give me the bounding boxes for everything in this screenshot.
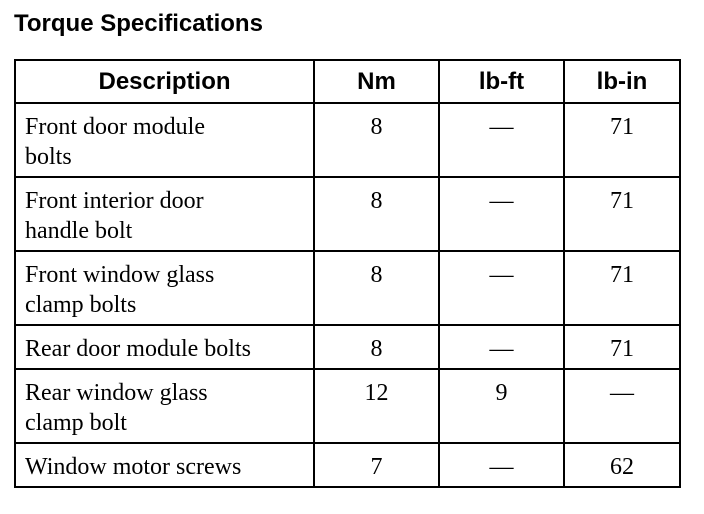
row-lb-in-value: — (564, 369, 680, 443)
row-lb-ft-value: — (439, 443, 564, 487)
torque-spec-table (14, 59, 681, 488)
row-description: Rear door module bolts (15, 325, 314, 369)
row-nm-value: 7 (314, 443, 439, 487)
table-row (15, 251, 680, 325)
row-description: Front door module bolts (15, 103, 314, 177)
column-header-lb-ft: lb-ft (439, 60, 564, 103)
row-description: Front window glass clamp bolts (15, 251, 314, 325)
row-lb-in-value: 71 (564, 177, 680, 251)
table-row (15, 443, 680, 487)
row-lb-in-value: 71 (564, 103, 680, 177)
table-row (15, 177, 680, 251)
row-nm-value: 8 (314, 325, 439, 369)
table-row (15, 369, 680, 443)
row-nm-value: 8 (314, 103, 439, 177)
row-lb-in-value: 71 (564, 251, 680, 325)
column-header-lb-in: lb-in (564, 60, 680, 103)
row-lb-in-value: 71 (564, 325, 680, 369)
table-row (15, 325, 680, 369)
row-description: Window motor screws (15, 443, 314, 487)
column-header-description: Description (15, 60, 314, 103)
row-lb-ft-value: — (439, 177, 564, 251)
table-row (15, 103, 680, 177)
row-nm-value: 8 (314, 251, 439, 325)
row-lb-ft-value: 9 (439, 369, 564, 443)
row-lb-ft-value: — (439, 251, 564, 325)
row-lb-ft-value: — (439, 103, 564, 177)
row-lb-in-value: 62 (564, 443, 680, 487)
row-description: Rear window glass clamp bolt (15, 369, 314, 443)
page-title: Torque Specifications (14, 10, 263, 37)
row-lb-ft-value: — (439, 325, 564, 369)
column-header-nm: Nm (314, 60, 439, 103)
row-nm-value: 12 (314, 369, 439, 443)
row-description: Front interior door handle bolt (15, 177, 314, 251)
row-nm-value: 8 (314, 177, 439, 251)
table-header-row (15, 60, 680, 103)
